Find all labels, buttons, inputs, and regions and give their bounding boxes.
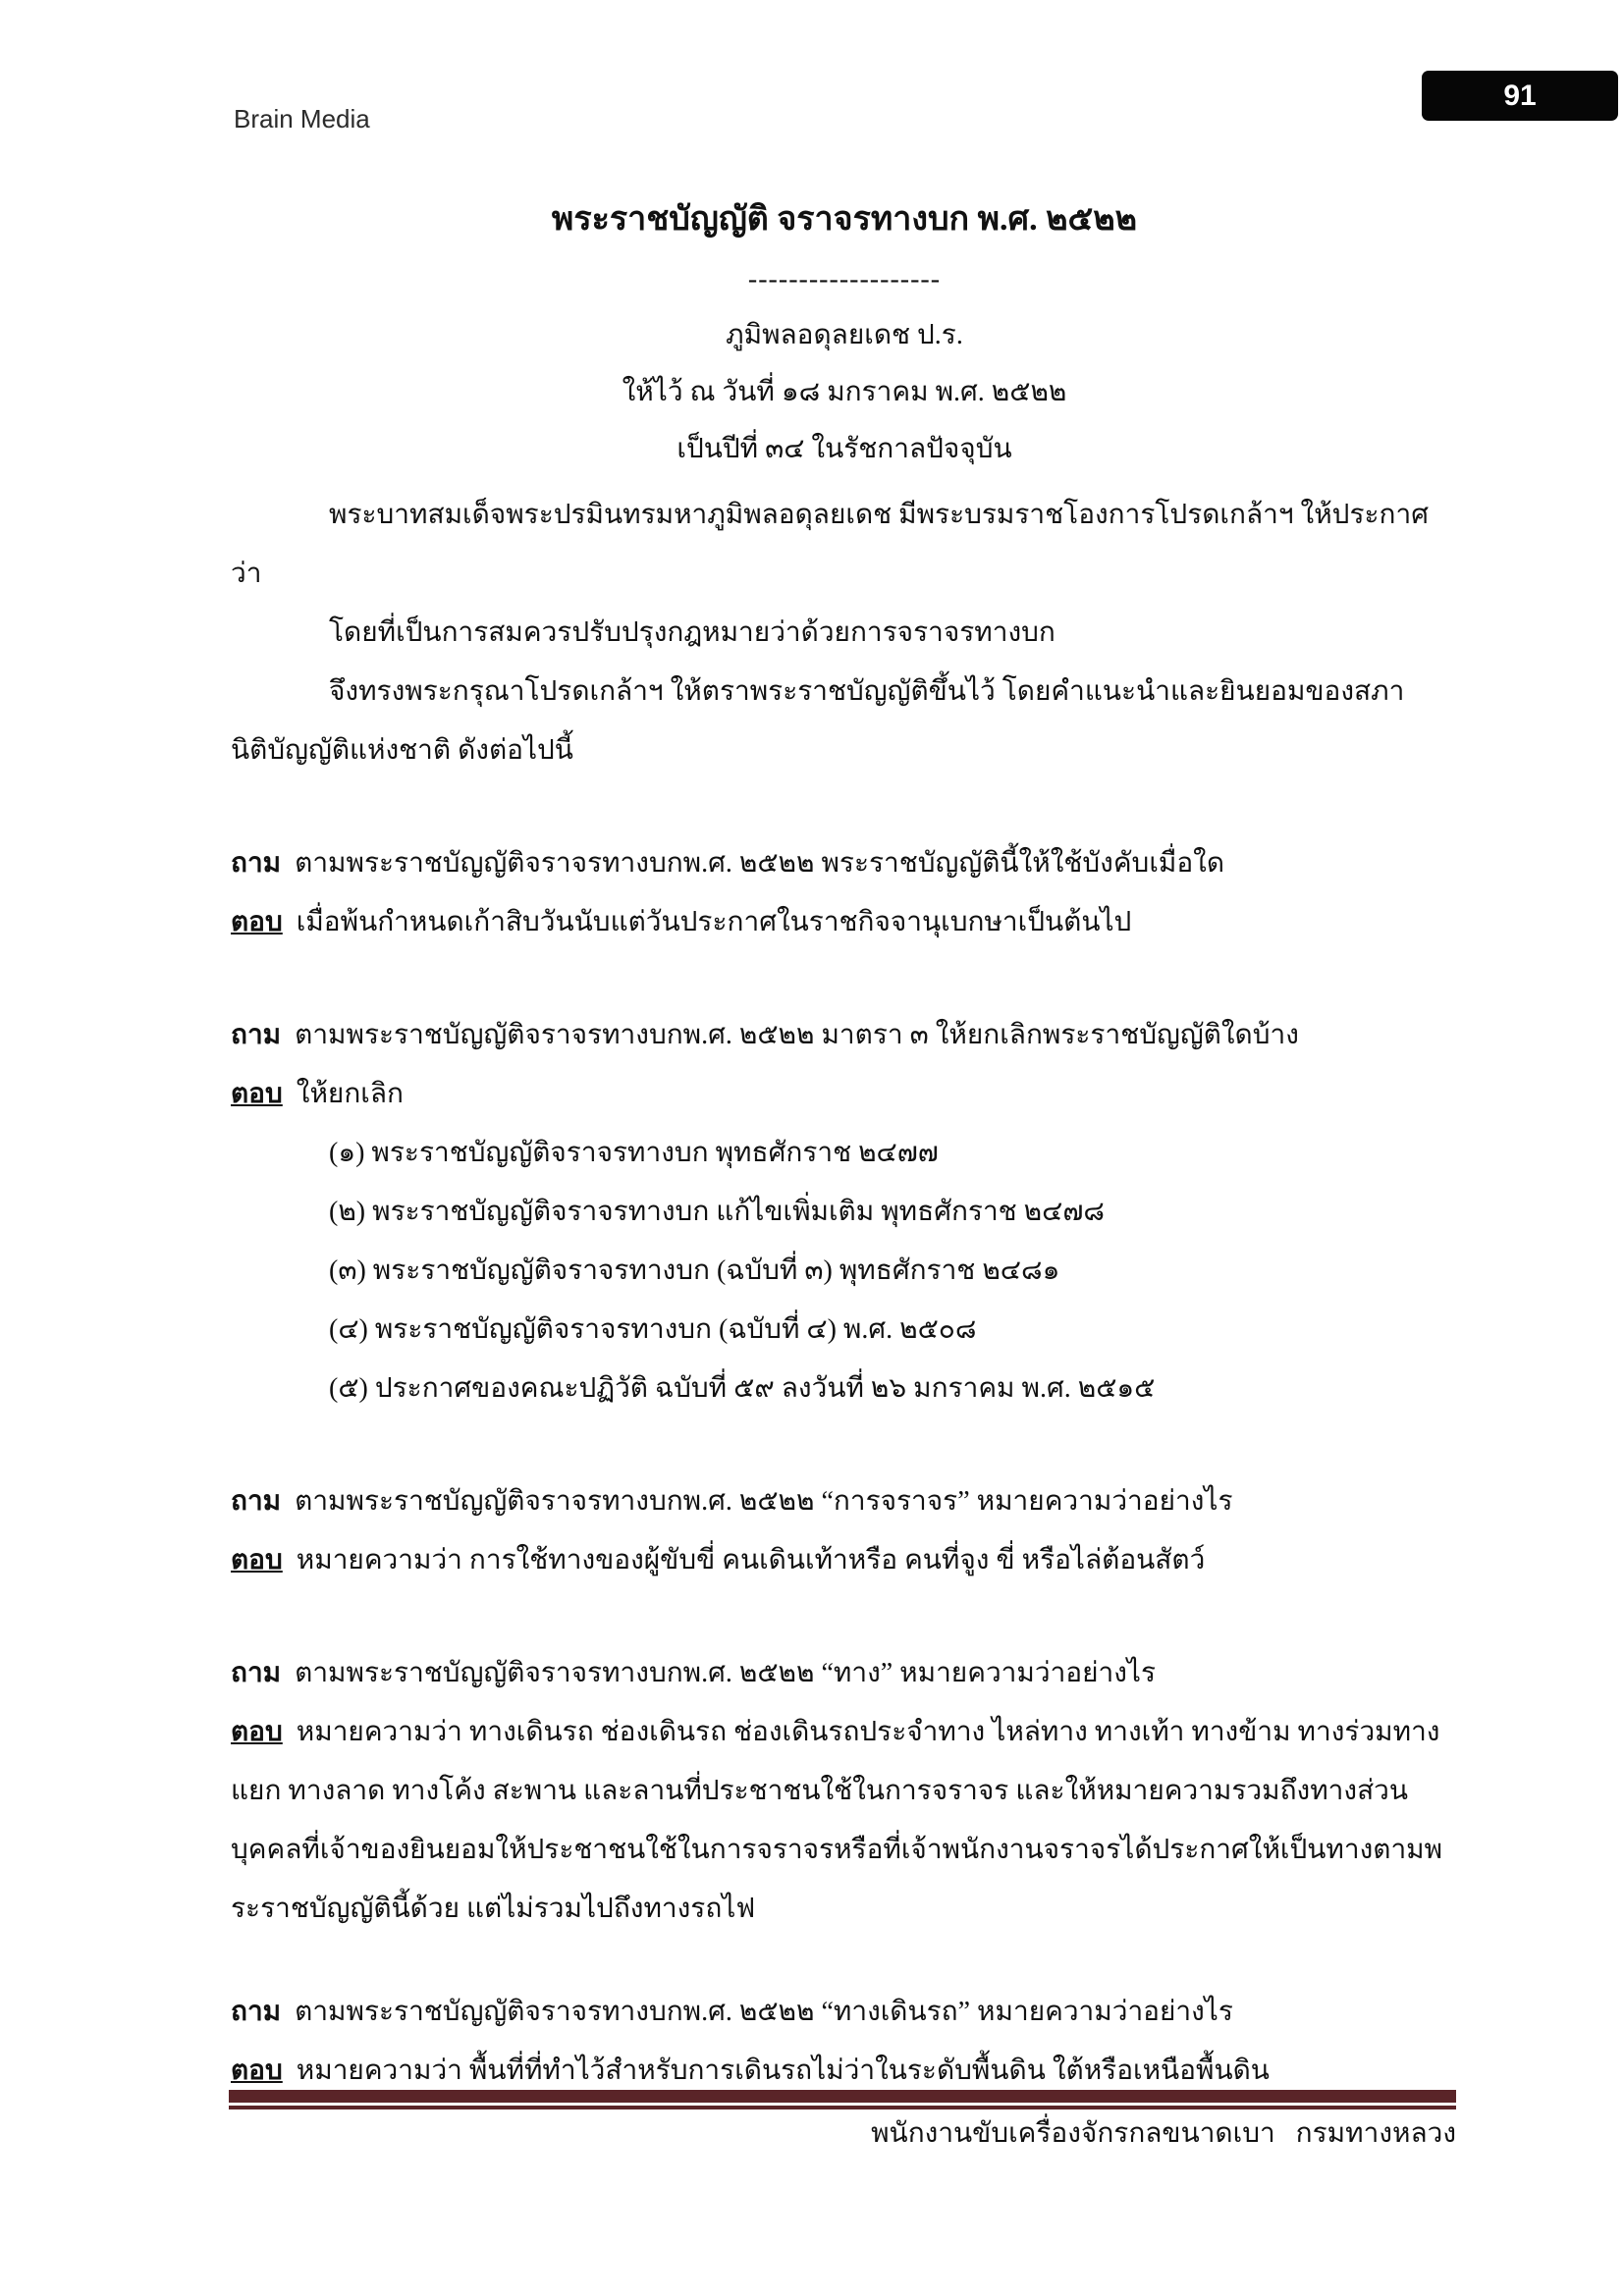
answer-line (231, 893, 1458, 952)
question-text: ตามพระราชบัญญัติจราจรทางบกพ.ศ. ๒๕๒๒ “ทางเดินรถ” หมายความว่าอย่างไร (295, 1997, 1233, 2027)
list-item: (๔) พระราชบัญญัติจราจรทางบก (ฉบับที่ ๔) พ.ศ. ๒๕๐๘ (329, 1314, 977, 1345)
question-text: ตามพระราชบัญญัติจราจรทางบกพ.ศ. ๒๕๒๒ มาตรา ๓ ให้ยกเลิกพระราชบัญญัติใดบ้าง (295, 1020, 1299, 1050)
list-item: (๓) พระราชบัญญัติจราจรทางบก (ฉบับที่ ๓) พุทธศักราช ๒๔๘๑ (329, 1255, 1060, 1286)
qa-block (231, 1472, 1458, 1590)
answer-text: ให้ยกเลิก (296, 1079, 404, 1109)
list-item: (๒) พระราชบัญญัติจราจรทางบก แก้ไขเพิ่มเติม พุทธศักราช ๒๔๗๘ (329, 1197, 1105, 1227)
preamble-paragraph: พระบาทสมเด็จพระปรมินทรมหาภูมิพลอดุลยเดช มีพระบรมราชโองการโปรดเกล้าฯ ให้ประกาศว่า (231, 500, 1429, 589)
footer-text: พนักงานขับเครื่องจักรกลขนาดเบา กรมทางหลวง (871, 2118, 1456, 2149)
question-label: ถาม (231, 1020, 282, 1050)
document-content (231, 0, 1458, 2101)
footer-rule-thin (229, 2106, 1456, 2109)
header-brand: Brain Media (234, 104, 370, 133)
answer-label: ตอบ (231, 2056, 283, 2086)
qa-block (231, 1983, 1458, 2101)
answer-text: หมายความว่า ทางเดินรถ ช่องเดินรถ ช่องเดินรถประจำทาง ไหล่ทาง ทางเท้า ทางข้าม ทางร่วมทางแยก ทางลาด ทางโค้ง สะพาน และลานที่ประชาชนใช้ในการจราจร และให้หมายความรวมถึงทางส่วนบุคคลที่เจ้าของยินยอมให้ประชาชนใช้ในการจราจรหรือที่เจ้าพนักงานจราจรได้ประกาศให้เป็นทางตามพระราชบัญญัตินี้ด้วย แต่ไม่รวมไปถึงทางรถไฟ (231, 1717, 1443, 1924)
question-text: ตามพระราชบัญญัติจราจรทางบกพ.ศ. ๒๕๒๒ “การจราจร” หมายความว่าอย่างไร (295, 1486, 1233, 1517)
question-text: ตามพระราชบัญญัติจราจรทางบกพ.ศ. ๒๕๒๒ “ทาง” หมายความว่าอย่างไร (295, 1658, 1157, 1688)
answer-text: เมื่อพ้นกำหนดเก้าสิบวันนับแต่วันประกาศในราชกิจจานุเบกษาเป็นต้นไป (296, 907, 1132, 937)
qa-block (231, 834, 1458, 952)
question-line (231, 1472, 1458, 1531)
question-label: ถาม (231, 848, 282, 879)
answer-line (231, 1065, 1458, 1124)
question-text: ตามพระราชบัญญัติจราจรทางบกพ.ศ. ๒๕๒๒ พระราชบัญญัตินี้ให้ใช้บังคับเมื่อใด (295, 848, 1225, 879)
footer-rule-thick (229, 2090, 1456, 2103)
royal-name-line: ภูมิพลอดุลยเดช ป.ร. (726, 320, 963, 350)
question-line (231, 1983, 1458, 2042)
question-label: ถาม (231, 1486, 282, 1517)
question-line (231, 1006, 1458, 1065)
answer-label: ตอบ (231, 1717, 283, 1747)
qa-block (231, 1644, 1458, 1939)
date-line: ให้ไว้ ณ วันที่ ๑๘ มกราคม พ.ศ. ๒๕๒๒ (622, 377, 1067, 407)
list-item: (๕) ประกาศของคณะปฏิวัติ ฉบับที่ ๕๙ ลงวันที่ ๒๖ มกราคม พ.ศ. ๒๕๑๕ (329, 1373, 1156, 1404)
repealed-acts-list (231, 1124, 1458, 1418)
question-label: ถาม (231, 1658, 282, 1688)
qa-block (231, 1006, 1458, 1418)
list-item: (๑) พระราชบัญญัติจราจรทางบก พุทธศักราช ๒๔๗๗ (329, 1138, 939, 1168)
answer-line (231, 1531, 1458, 1590)
question-label: ถาม (231, 1997, 282, 2027)
document-title: พระราชบัญญัติ จราจรทางบก พ.ศ. ๒๕๒๒ (551, 201, 1138, 238)
answer-label: ตอบ (231, 1545, 283, 1575)
answer-line (231, 1703, 1458, 1939)
preamble-paragraph: จึงทรงพระกรุณาโปรดเกล้าฯ ให้ตราพระราชบัญญัติขึ้นไว้ โดยคำแนะนำและยินยอมของสภานิติบัญญัติแห่งชาติ ดังต่อไปนี้ (231, 676, 1405, 766)
answer-text: หมายความว่า พื้นที่ที่ทำไว้สำหรับการเดินรถไม่ว่าในระดับพื้นดิน ใต้หรือเหนือพื้นดิน (296, 2056, 1270, 2086)
question-line (231, 1644, 1458, 1703)
answer-label: ตอบ (231, 1079, 283, 1109)
title-divider: ------------------- (747, 264, 942, 294)
answer-label: ตอบ (231, 907, 283, 937)
answer-text: หมายความว่า การใช้ทางของผู้ขับขี่ คนเดินเท้าหรือ คนที่จูง ขี่ หรือไล่ต้อนสัตว์ (296, 1545, 1206, 1575)
page-number: 91 (1503, 79, 1537, 112)
preamble-paragraph: โดยที่เป็นการสมควรปรับปรุงกฎหมายว่าด้วยการจราจรทางบก (329, 617, 1056, 648)
question-line (231, 834, 1458, 893)
reign-year-line: เป็นปีที่ ๓๔ ในรัชกาลปัจจุบัน (677, 434, 1012, 464)
